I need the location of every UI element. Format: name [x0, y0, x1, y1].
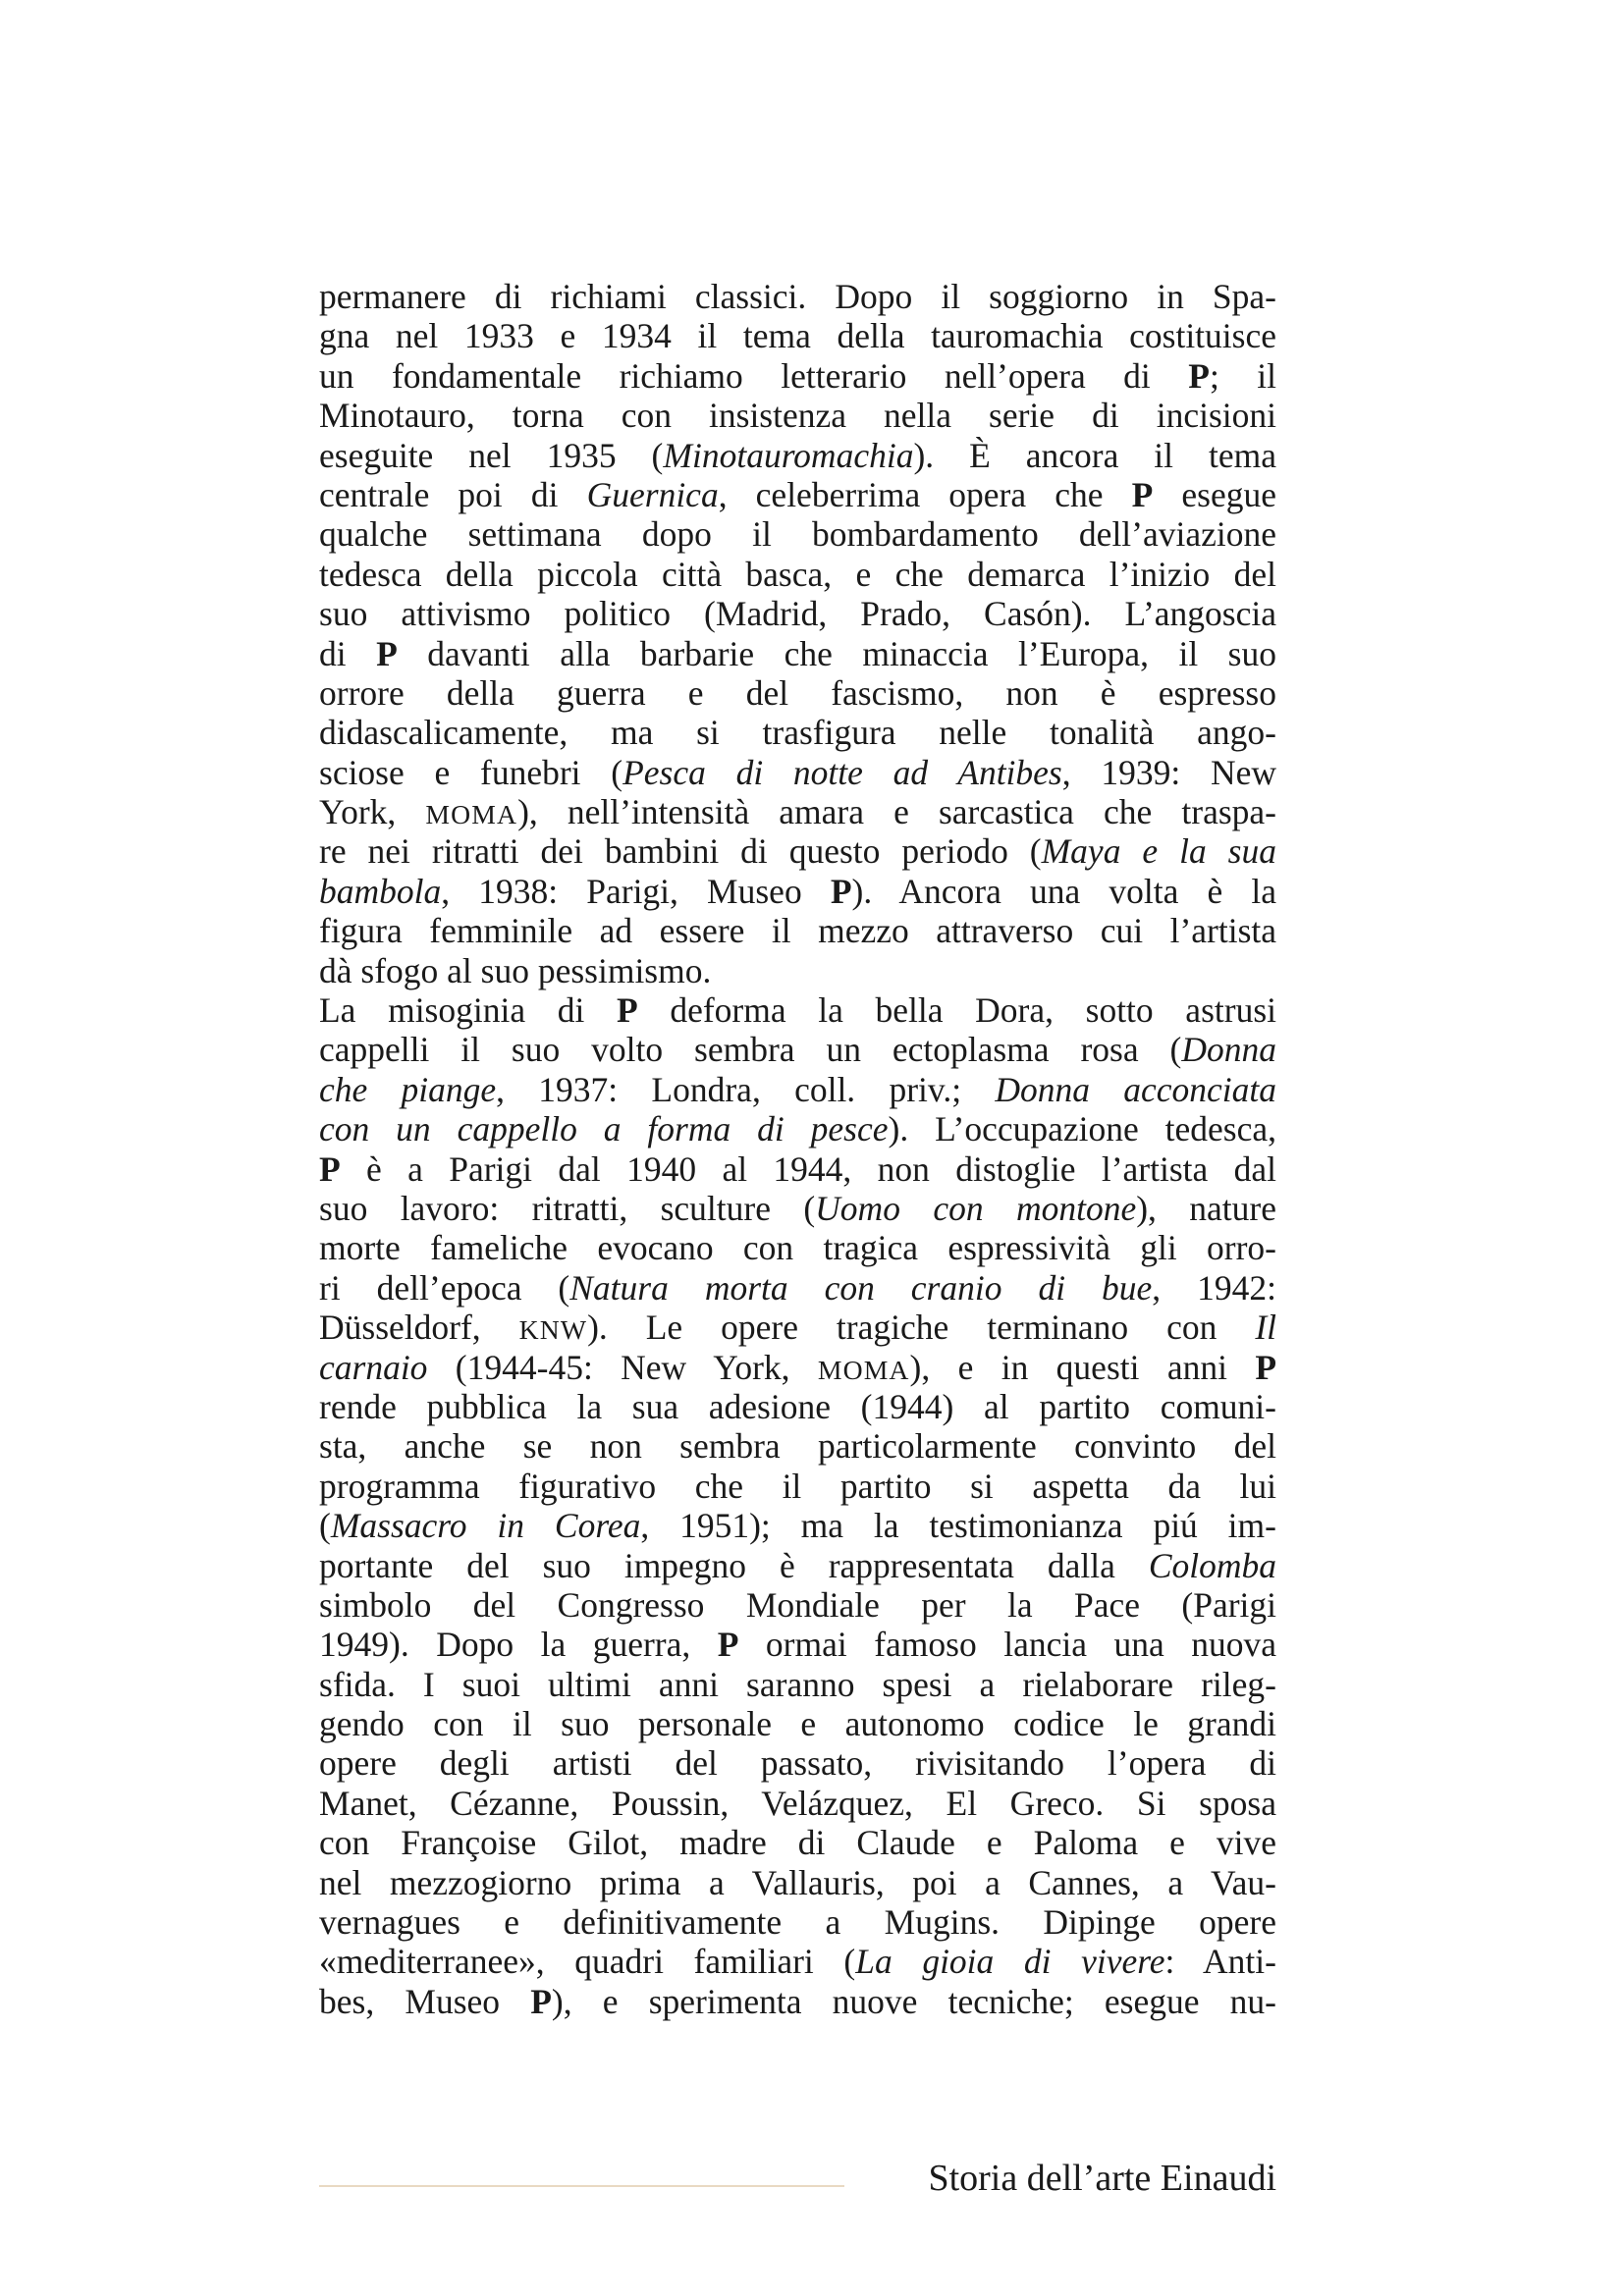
text-line [319, 316, 1276, 355]
italic-title: Uomo con montone [815, 1188, 1137, 1228]
text-line [319, 1070, 1276, 1109]
text-line [319, 1189, 1276, 1228]
text-segment: , 1939: New [1061, 752, 1276, 792]
text-segment: , 1942: [1152, 1267, 1276, 1308]
text-segment: ). L’occupazione tedesca, [888, 1109, 1276, 1149]
museum-abbreviation: MOMA [425, 799, 518, 830]
text-segment: sciose e funebri ( [319, 752, 623, 792]
text-segment: ; il [1209, 355, 1276, 396]
text-line [319, 555, 1276, 594]
italic-title: Pesca di notte ad Antibes [622, 752, 1062, 792]
text-segment: ( [319, 1506, 331, 1546]
italic-title: bambola [319, 871, 442, 911]
author-initial: P [1255, 1347, 1276, 1387]
text-line [319, 872, 1276, 911]
text-line [319, 1109, 1276, 1148]
text-line [319, 1387, 1276, 1426]
text-line [319, 1784, 1276, 1823]
italic-title: con un cappello a forma di pesce [319, 1109, 889, 1149]
text-segment: : Anti- [1164, 1942, 1276, 1982]
text-line [319, 1308, 1276, 1347]
footer-rule [319, 2185, 844, 2187]
italic-title: Natura morta con cranio di bue [569, 1267, 1153, 1308]
author-initial: P [717, 1625, 739, 1665]
text-segment: Düsseldorf, [319, 1308, 519, 1348]
text-segment: deforma la bella Dora, sotto astrusi [637, 990, 1276, 1031]
text-line [319, 594, 1276, 633]
text-segment: nel mezzogiorno prima a Vallauris, poi a Cannes, a Vau- [319, 1862, 1276, 1902]
text-segment: ), nature [1136, 1188, 1276, 1228]
text-segment: sfida. I suoi ultimi anni saranno spesi a rielaborare rileg- [319, 1664, 1276, 1704]
text-segment: eseguite nel 1935 ( [319, 435, 664, 475]
text-line [319, 1863, 1276, 1902]
text-line [319, 1665, 1276, 1704]
text-line [319, 1546, 1276, 1585]
author-initial: P [530, 1981, 552, 2021]
text-line [319, 1506, 1276, 1545]
text-line [319, 1823, 1276, 1862]
text-line [319, 1743, 1276, 1783]
text-segment: , 1951); ma la testimonianza piú im- [640, 1506, 1276, 1546]
text-segment: 1949). Dopo la guerra, [319, 1625, 718, 1665]
italic-title: La gioia di vivere [855, 1942, 1165, 1982]
author-initial: P [319, 1148, 341, 1189]
text-segment: «mediterranee», quadri familiari ( [319, 1942, 856, 1982]
text-segment: esegue [1153, 474, 1276, 514]
text-segment: bes, Museo [319, 1981, 531, 2021]
text-line [319, 634, 1276, 673]
text-segment: ri dell’epoca ( [319, 1267, 570, 1308]
text-line [319, 514, 1276, 554]
text-segment: gna nel 1933 e 1934 il tema della tauromachia costituisce [319, 316, 1276, 356]
text-line [319, 1030, 1276, 1069]
italic-title: Massacro in Corea [330, 1506, 641, 1546]
text-line [319, 1902, 1276, 1942]
text-segment: suo lavoro: ritratti, sculture ( [319, 1188, 816, 1228]
author-initial: P [1131, 474, 1154, 514]
text-segment: morte fameliche evocano con tragica espressività gli orro- [319, 1228, 1276, 1268]
text-segment: ), e in questi anni [909, 1347, 1256, 1387]
author-initial: P [830, 871, 852, 911]
text-line [319, 673, 1276, 713]
italic-title: Donna [1181, 1030, 1276, 1070]
author-initial: P [376, 633, 398, 673]
text-segment: opere degli artisti del passato, rivisitando l’opera di [319, 1743, 1276, 1784]
text-line [319, 436, 1276, 475]
text-line [319, 356, 1276, 396]
text-segment: ), e sperimenta nuove tecniche; esegue nu- [551, 1981, 1276, 2021]
text-line [319, 1348, 1276, 1387]
author-initial: P [617, 990, 638, 1031]
text-line [319, 1268, 1276, 1308]
text-line [319, 396, 1276, 435]
text-segment: cappelli il suo volto sembra un ectoplasma rosa ( [319, 1030, 1182, 1070]
text-segment: rende pubblica la sua adesione (1944) al partito comuni- [319, 1386, 1276, 1426]
italic-title: Il [1255, 1308, 1276, 1348]
text-segment: davanti alla barbarie che minaccia l’Europa, il suo [397, 633, 1276, 673]
italic-title: Guernica [586, 474, 719, 514]
text-segment: , 1938: Parigi, Museo [441, 871, 831, 911]
text-line [319, 990, 1276, 1030]
text-line [319, 475, 1276, 514]
footer-title: Storia dell’arte Einaudi [928, 2158, 1276, 2199]
text-segment: qualche settimana dopo il bombardamento dell’aviazione [319, 514, 1276, 555]
text-segment: figura femminile ad essere il mezzo attraverso cui l’artista [319, 911, 1276, 951]
text-segment: programma figurativo che il partito si aspetta da lui [319, 1466, 1276, 1506]
italic-title: Colomba [1148, 1545, 1276, 1585]
text-segment: ). È ancora il tema [913, 435, 1276, 475]
text-line [319, 1585, 1276, 1625]
museum-abbreviation: MOMA [817, 1354, 910, 1385]
text-line [319, 1228, 1276, 1267]
italic-title: che piange [319, 1069, 497, 1109]
text-segment: vernagues e definitivamente a Mugins. Dipinge opere [319, 1902, 1276, 1943]
text-segment: Minotauro, torna con insistenza nella serie di incisioni [319, 396, 1276, 436]
museum-abbreviation: KNW [518, 1314, 588, 1346]
author-initial: P [1188, 355, 1210, 396]
text-segment: simbolo del Congresso Mondiale per la Pace (Parigi [319, 1584, 1276, 1625]
text-segment: di [319, 633, 377, 673]
text-line [319, 1467, 1276, 1506]
text-segment: ). Ancora una volta è la [851, 871, 1276, 911]
text-segment: didascalicamente, ma si trasfigura nelle tonalità ango- [319, 713, 1276, 753]
italic-title: Maya e la sua [1041, 831, 1276, 872]
text-segment: gendo con il suo personale e autonomo codice le grandi [319, 1704, 1276, 1744]
text-line [319, 1982, 1276, 2021]
text-segment: sta, anche se non sembra particolarmente convinto del [319, 1426, 1276, 1467]
text-line [319, 1426, 1276, 1466]
italic-title: carnaio [319, 1347, 428, 1387]
text-line [319, 1625, 1276, 1664]
italic-title: Donna acconciata [995, 1069, 1276, 1109]
text-segment: re nei ritratti dei bambini di questo periodo ( [319, 831, 1042, 872]
text-line [319, 1942, 1276, 1981]
text-line [319, 713, 1276, 752]
body-text [319, 277, 1276, 2021]
text-segment: Manet, Cézanne, Poussin, Velázquez, El Greco. Si sposa [319, 1783, 1276, 1823]
text-line [319, 951, 1276, 990]
text-segment: La misoginia di [319, 990, 618, 1031]
text-segment: è a Parigi dal 1940 al 1944, non distoglie l’artista dal [340, 1148, 1276, 1189]
text-segment: centrale poi di [319, 474, 587, 514]
text-line [319, 911, 1276, 950]
text-segment: , 1937: Londra, coll. priv.; [496, 1069, 996, 1109]
text-segment: ). Le opere tragiche terminano con [587, 1308, 1256, 1348]
text-segment: con Françoise Gilot, madre di Claude e Paloma e vive [319, 1823, 1276, 1863]
text-segment: suo attivismo politico (Madrid, Prado, Casón). L’angoscia [319, 594, 1276, 634]
text-line [319, 1704, 1276, 1743]
text-segment: (1944-45: New York, [427, 1347, 818, 1387]
text-segment: ormai famoso lancia una nuova [738, 1625, 1276, 1665]
text-line [319, 277, 1276, 316]
text-segment: permanere di richiami classici. Dopo il soggiorno in Spa- [319, 277, 1276, 316]
text-segment: un fondamentale richiamo letterario nell’opera di [319, 355, 1189, 396]
text-segment: dà sfogo al suo pessimismo. [319, 950, 712, 990]
text-line [319, 753, 1276, 792]
text-segment: ), nell’intensità amara e sarcastica che traspa- [517, 792, 1276, 832]
text-segment: York, [319, 792, 426, 832]
text-line [319, 1149, 1276, 1189]
text-segment: , celeberrima opera che [718, 474, 1132, 514]
italic-title: Minotauromachia [663, 435, 914, 475]
text-segment: orrore della guerra e del fascismo, non è espresso [319, 672, 1276, 713]
text-line [319, 831, 1276, 871]
text-line [319, 792, 1276, 831]
text-segment: tedesca della piccola città basca, e che demarca l’inizio del [319, 554, 1276, 594]
text-segment: portante del suo impegno è rappresentata dalla [319, 1545, 1149, 1585]
